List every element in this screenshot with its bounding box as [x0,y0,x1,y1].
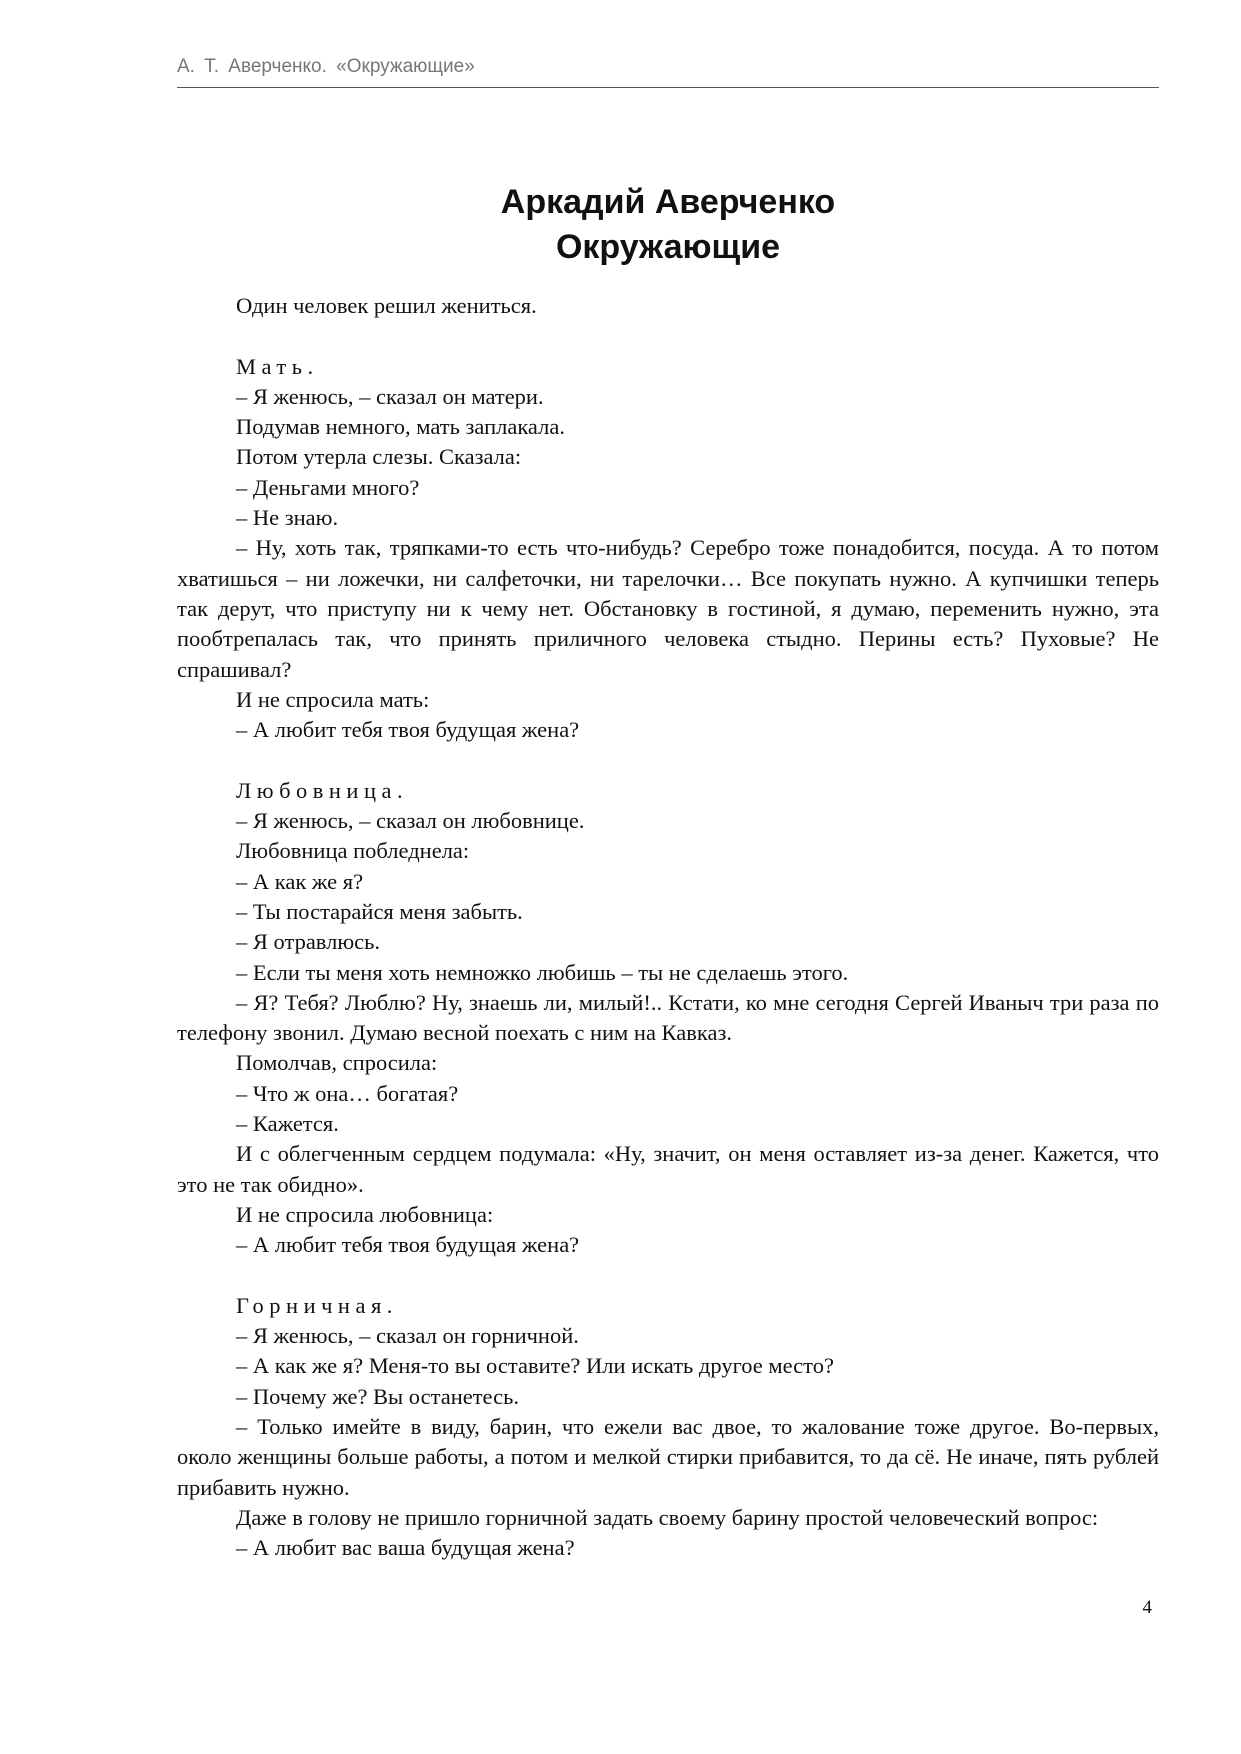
paragraph: – Ну, хоть так, тряпками-то есть что-нибудь? Серебро тоже понадобится, посуда. А то потом хватишься – ни ложечки, ни салфеточки, ни тарелочки… Все покупать нужно. А купчишки теперь так дерут, что приступу ни к чему нет. Обстановку в гостиной, я думаю, переменить нужно, эта пообтрепалась так, что принять приличного человека стыдно. Перины есть? Пуховые? Не спрашивал? [177,535,1159,682]
header-rule [177,87,1159,88]
paragraph: – Что ж она… богатая? [236,1080,459,1106]
paragraph: – Я женюсь, – сказал он любовнице. [236,808,585,834]
page-title [177,180,1159,270]
title-work: Окружающие [555,228,781,266]
intro-paragraph: Один человек решил жениться. [236,293,537,318]
paragraph: – А любит вас ваша будущая жена? [236,1535,575,1561]
paragraph: – Не знаю. [236,505,339,531]
paragraph: – Кажется. [236,1111,339,1137]
paragraph: И с облегченным сердцем подумала: «Ну, значит, он меня оставляет из-за денег. Кажется, что это не так обидно». [177,1141,1159,1197]
section-gap [177,745,1159,775]
section-gap [177,1261,1159,1291]
body-text [177,291,1159,1563]
paragraph: Подумав немного, мать заплакала. [236,414,565,440]
paragraph: Даже в голову не пришло горничной задать своему барину простой человеческий вопрос: [236,1504,1099,1530]
paragraph: – Я женюсь, – сказал он горничной. [236,1323,579,1349]
paragraph: – Только имейте в виду, барин, что ежели вас двое, то жалование тоже другое. Во-первых, около женщины больше работы, а потом и мелкой стирки прибавится, то да сё. Не иначе, пять рублей прибавить нужно. [177,1413,1159,1500]
paragraph: – Почему же? Вы останетесь. [236,1383,519,1409]
paragraph: Потом утерла слезы. Сказала: [236,444,522,470]
paragraph: – А любит тебя твоя будущая жена? [236,1232,580,1258]
paragraph: – Если ты меня хоть немножко любишь – ты не сделаешь этого. [236,959,849,985]
paragraph: – Ты постарайся меня забыть. [236,898,523,924]
section-gap [177,321,1159,351]
section-label-maid: Горничная. [236,1292,398,1318]
paragraph: – Деньгами много? [236,474,420,500]
page-number: 4 [1142,1597,1152,1618]
section-label-mother: Мать. [236,353,319,379]
paragraph: – А любит тебя твоя будущая жена? [236,717,580,743]
section-label-mistress: Любовница. [236,777,409,803]
paragraph: – Я отравлюсь. [236,929,381,955]
paragraph: И не спросила любовница: [236,1201,494,1227]
title-author: Аркадий Аверченко [500,183,836,221]
paragraph: – Я? Тебя? Люблю? Ну, знаешь ли, милый!.. Кстати, ко мне сегодня Сергей Иваныч три раза по телефону звонил. Думаю весной поехать с ним на Кавказ. [177,989,1159,1046]
running-header: А. Т. Аверченко. «Окружающие» [177,56,475,77]
paragraph: И не спросила мать: [236,686,430,712]
paragraph: – А как же я? Меня-то вы оставите? Или искать другое место? [236,1353,834,1379]
paragraph: Помолчав, спросила: [236,1050,438,1076]
paragraph: – Я женюсь, – сказал он матери. [236,383,544,409]
paragraph: Любовница побледнела: [236,838,470,864]
paragraph: – А как же я? [236,868,364,894]
